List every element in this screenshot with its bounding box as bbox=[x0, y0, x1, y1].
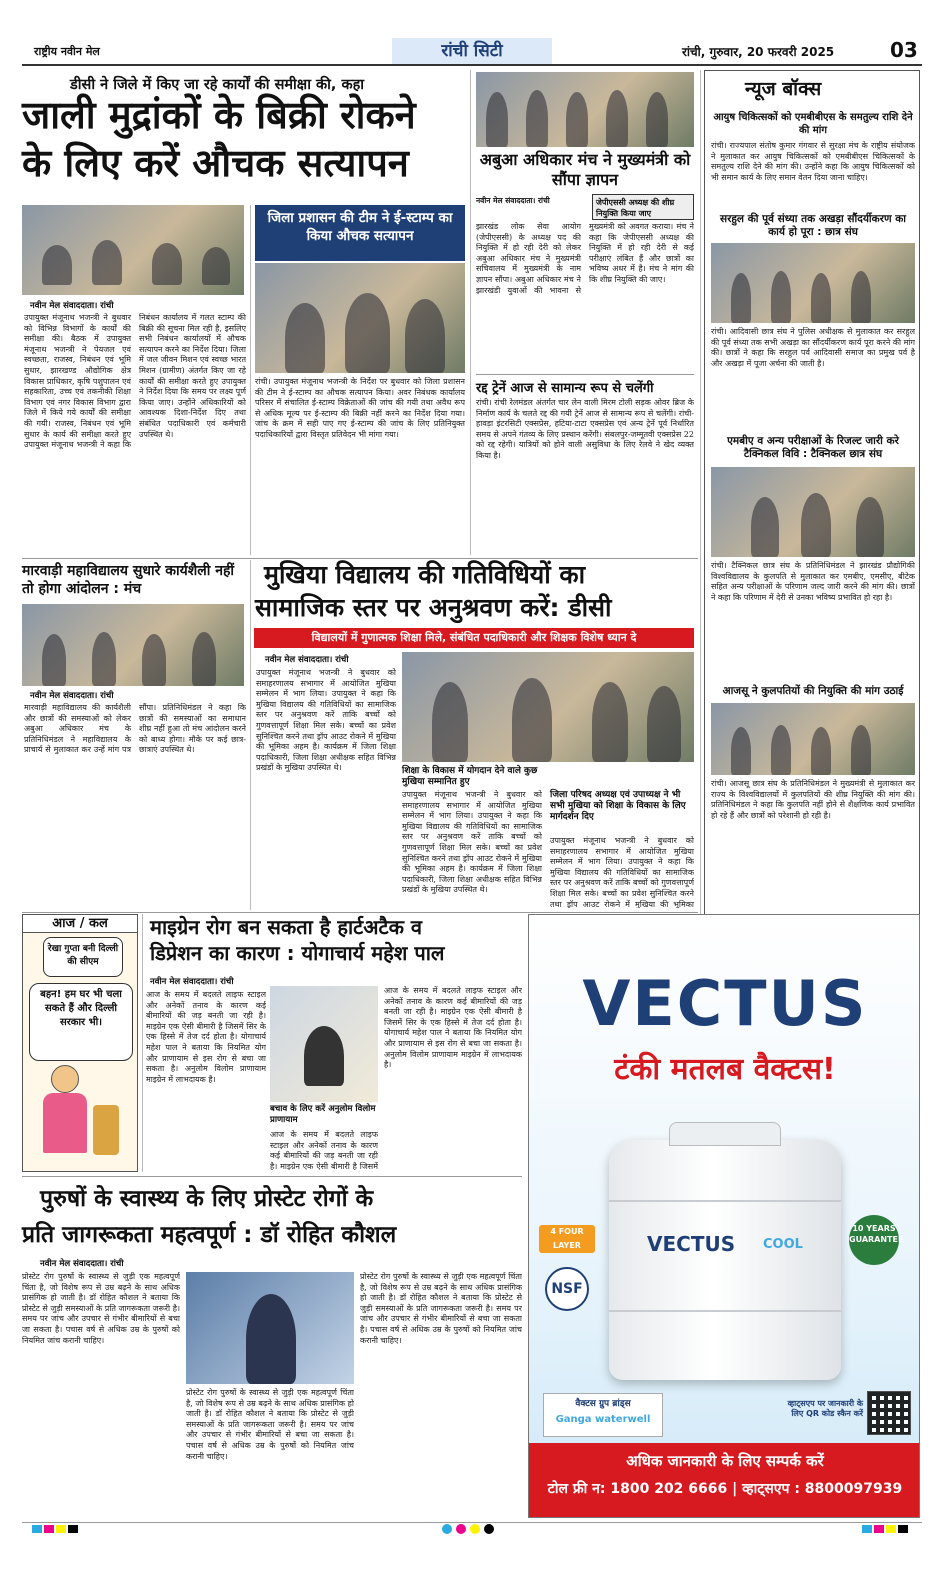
tank-label: VECTUS bbox=[647, 1232, 736, 1256]
migraine-photo bbox=[270, 986, 378, 1102]
ad-group-box bbox=[543, 1393, 663, 1437]
guarantee-badge: 10 YEARS GUARANTEE bbox=[849, 1215, 899, 1265]
nb-item4-body: रांची। आजसू छात्र संघ के प्रतिनिधिमंडल ने मुख्यमंत्री से मुलाकात कर राज्य के विश्वविद्यालयों में कुलपतियों की शीघ्र नियुक्ति की मांग की। प्रतिनिधिमंडल ने कहा कि कुलपति नहीं होने से शैक्षणिक कार्य प्रभावित हो रहे हैं और छात्रों को परेशानी हो रही है। bbox=[711, 779, 915, 820]
trains-body: रांची। रांची रेलमंडल अंतर्गत चार लेन वाली मिरम टोली सड़क ओवर ब्रिज के निर्माण कार्य के चलते रद्द की गयी ट्रेनें आज से सामान्य रूप से चलेंगी। रांची-हावड़ा इंटरसिटी एक्सप्रेस, हटिया-टाटा एक्सप्रेस एवं अन्य ट्रेनें पूर्व निर्धारित समय से अपने गंतव्य के लिए प्रस्थान करेंगी। संबलपुर-जम्मूतवी एक्सप्रेस 22 को रद्द रहेगी। यात्रियों को होने वाली असुविधा के लिए रेलवे ने खेद व्यक्त किया है। bbox=[476, 398, 694, 460]
cartoon-figure bbox=[37, 1065, 125, 1165]
abua-photo bbox=[476, 72, 694, 147]
abua-body: झारखंड लोक सेवा आयोग (जेपीएससी) के अध्यक्ष पद की नियुक्ति में हो रही देरी को लेकर अबुआ अधिकार मंच ने मुख्यमंत्री सचिवालय में मुख्यमंत्री के नाम ज्ञापन सौंपा। अबुआ अधिकार मंच ने झारखंडी युवाओं की भावना से मुख्यमंत्री को अवगत कराया। मंच ने कहा कि जेपीएससी अध्यक्ष की नियुक्ति में हो रही देरी से कई परीक्षाएं लंबित हैं और छात्रों का भविष्य अधर में है। मंच ने मांग की कि शीघ्र नियुक्ति की जाए। bbox=[476, 222, 694, 295]
inset-photo bbox=[255, 263, 465, 373]
four-layer-badge: 4 FOUR LAYER bbox=[539, 1225, 595, 1253]
news-box-title: न्यूज बॉक्स bbox=[745, 78, 822, 100]
ad-qr-text: व्हाट्सएप पर जानकारी के लिए QR कोड स्कैन करें bbox=[787, 1399, 863, 1418]
dateline: रांची, गुरुवार, 20 फरवरी 2025 bbox=[682, 45, 835, 59]
nb-item4-headline: आजसू ने कुलपतियों की नियुक्ति की मांग उठाई bbox=[722, 685, 904, 697]
ad-group: वैक्टस ग्रुप ब्रांड्स bbox=[575, 1399, 631, 1409]
prostate-photo bbox=[186, 1272, 354, 1384]
cartoon-bubble-main: बहन! हम घर भी चला सकते हैं और दिल्ली सरकार भी। bbox=[29, 983, 133, 1061]
migraine-photo-caption: बचाव के लिए करें अनुलोम विलोम प्राणायाम bbox=[270, 1104, 376, 1125]
trains-headline: रद्द ट्रेनें आज से सामान्य रूप से चलेंगी bbox=[476, 381, 654, 396]
migraine-body: आज के समय में बदलते लाइफ स्टाइल और अनेकों तनाव के कारण कई बीमारियों की जड़ बनती जा रही है। माइग्रेन एक ऐसी बीमारी है जिसमें सिर के एक हिस्से में तेज दर्द होता है। योगाचार्य महेश पाल ने बताया कि नियमित योग और प्राणायाम से इस रोग से बचा जा सकता है। अनुलोम विलोम प्राणायाम माइग्रेन में लाभदायक है। bbox=[146, 990, 266, 1084]
marwari-byline: नवीन मेल संवाददाता। रांची bbox=[30, 691, 114, 701]
ad-tagline: टंकी मतलब वैक्टस! bbox=[614, 1052, 836, 1087]
lead-headline-2: के लिए करें औचक सत्यापन bbox=[22, 141, 409, 185]
prostate-body-3: प्रोस्टेट रोग पुरुषों के स्वास्थ्य से जुड़ी एक महत्वपूर्ण चिंता है, जो विशेष रूप से उम्र बढ़ने के साथ अधिक प्रासंगिक हो जाती है। डॉ रोहित कौशल ने बताया कि प्रोस्टेट से जुड़ी समस्याओं के प्रति जागरूकता जरूरी है। समय पर जांच और उपचार से गंभीर बीमारियों से बचा जा सकता है। पचास वर्ष से अधिक उम्र के पुरुषों को नियमित जांच करानी चाहिए। bbox=[360, 1272, 522, 1345]
cartoon-title: आज / कल bbox=[23, 915, 137, 933]
mukhiya-body-3: उपायुक्त मंजूनाथ भजन्त्री ने बुधवार को समाहरणालय सभागार में आयोजित मुखिया सम्मेलन में भाग लिया। उपायुक्त ने कहा कि मुखिया विद्यालय की गतिविधियों का सामाजिक स्तर पर अनुश्रवण करें ताकि बच्चों को गुणवत्तापूर्ण शिक्षा मिल सके। बच्चों का प्रवेश सुनिश्चित करने तथा ड्रॉप आउट रोकने में मुखिया की भूमिका bbox=[550, 836, 694, 908]
migraine-headline-1: माइग्रेन रोग बन सकता है हार्टअटैक व bbox=[150, 915, 423, 939]
lead-kicker: डीसी ने जिले में किए जा रहे कार्यों की समीक्षा की, कहा bbox=[70, 77, 365, 93]
lead-headline-1: जाली मुद्रांकों के बिक्री रोकने bbox=[22, 93, 416, 137]
lead-photo-meeting bbox=[22, 205, 244, 295]
qr-code-icon[interactable] bbox=[867, 1391, 911, 1435]
prostate-body-2: प्रोस्टेट रोग पुरुषों के स्वास्थ्य से जुड़ी एक महत्वपूर्ण चिंता है, जो विशेष रूप से उम्र बढ़ने के साथ अधिक प्रासंगिक हो जाती है। डॉ रोहित कौशल ने बताया कि प्रोस्टेट से जुड़ी समस्याओं के प्रति जागरूकता जरूरी है। समय पर जांच और उपचार से गंभीर बीमारियों से बचा जा सकता है। पचास वर्ष से अधिक उम्र के पुरुषों को नियमित जांच करानी चाहिए। bbox=[186, 1388, 354, 1461]
nb-item4-photo bbox=[711, 703, 915, 775]
migraine-body-3: आज के समय में बदलते लाइफ स्टाइल और अनेकों तनाव के कारण कई बीमारियों की जड़ बनती जा रही है। माइग्रेन एक ऐसी बीमारी है जिसमें सिर के एक हिस्से में तेज दर्द होता है। योगाचार्य महेश पाल ने बताया कि नियमित योग और प्राणायाम से इस रोग से बचा जा सकता है। अनुलोम विलोम प्राणायाम माइग्रेन में लाभदायक है। bbox=[384, 986, 522, 1070]
mukhiya-photo bbox=[402, 652, 694, 762]
masthead bbox=[22, 36, 922, 66]
mukhiya-subbar: विद्यालयों में गुणात्मक शिक्षा मिले, संबंधित पदाधिकारी और शिक्षक विशेष ध्यान दे bbox=[254, 628, 694, 648]
marwari-photo bbox=[22, 604, 244, 686]
nb-item1-body: रांची। राज्यपाल संतोष कुमार गंगवार से सुरक्षा मंच के राष्ट्रीय संयोजक ने मुलाकात कर आयुष चिकित्सकों को एमबीबीएस चिकित्सकों के समतुल्य राशि देने की मांग की। उन्होंने कहा कि आयुष चिकित्सकों को भी समान कार्य के लिए समान वेतन दिया जाना चाहिए। bbox=[711, 141, 915, 182]
nb-item3-photo bbox=[711, 467, 915, 557]
cartoon-bubble-top: रेखा गुप्ता बनी दिल्ली की सीएम bbox=[43, 937, 123, 977]
nb-item2-body: रांची। आदिवासी छात्र संघ ने पुलिस अधीक्षक से मुलाकात कर सरहुल की पूर्व संध्या तक सभी अखड़ा का सौंदर्यीकरण कार्य पूरा करने की मांग की। छात्रों ने कहा कि सरहुल पर्व आदिवासी समाज का प्रमुख पर्व है और अखड़ा में पूजा अर्चना की जाती है। bbox=[711, 327, 915, 368]
inset-body: रांची। उपायुक्त मंजूनाथ भजन्त्री के निर्देश पर बुधवार को जिला प्रशासन की टीम ने ई-स्टाम्प का औचक सत्यापन किया। अवर निबंधक कार्यालय परिसर में संचालित ई-स्टाम्प विक्रेताओं की जांच की गयी तथा अवैध रूप से अधिक मूल्य पर ई-स्टाम्प की बिक्री नहीं करने का निर्देश दिया गया। जांच के क्रम में सही पाए गए ई-स्टाम्प की जांच के लिए प्रतिनियुक्त पदाधिकारियों द्वारा विस्तृत प्रतिवेदन भी मांगा गया। bbox=[255, 377, 465, 439]
nb-item2-headline: सरहुल की पूर्व संध्या तक अखड़ा सौंदर्यीकरण का कार्य हो पूरा : छात्र संघ bbox=[719, 213, 907, 238]
migraine-body-2: आज के समय में बदलते लाइफ स्टाइल और अनेकों तनाव के कारण कई बीमारियों की जड़ बनती जा रही है। माइग्रेन एक ऐसी बीमारी है जिसमें bbox=[270, 1130, 378, 1171]
lead-body: उपायुक्त मंजूनाथ भजन्त्री ने बुधवार को विभिन्न विभागों के कार्यों की समीक्षा की। बैठक में उपायुक्त मंजूनाथ भजन्त्री ने पेयजल एवं स्वच्छता, राजस्व, निबंधन एवं भूमि सुधार, झारखण्ड औद्योगिक क्षेत्र विकास प्राधिकार, कृषि पशुपालन एवं सहकारिता, उच्च एवं तकनीकी शिक्षा विभाग एवं नगर विकास विभाग द्वारा जिले में किये गये कार्यों की समीक्षा की गयी। राजस्व, निबंधन एवं भूमि सुधार के कार्य की समीक्षा करते हुए उपायुक्त मंजूनाथ भजन्त्री ने कहा कि निबंधन कार्यालय में गलत स्टाम्प की बिक्री की सूचना मिल रही है, इसलिए सभी निबंधन कार्यालयों में औचक सत्यापन करने का निर्देश दिया। जिला में जल जीवन मिशन एवं स्वच्छ भारत मिशन (ग्रामीण) अंतर्गत किए जा रहे कार्यों की समीक्षा करते हुए उपायुक्त ने निर्देश दिया कि समय पर लक्ष्य पूर्ण किया जाए। उन्होंने अधिकारियों को आवश्यक दिशा-निर्देश दिए तथा संबंधित पदाधिकारी एवं कर्मचारी उपस्थित थे। bbox=[24, 313, 246, 450]
nb-item1-headline: आयुष चिकित्सकों को एमबीबीएस के समतुल्य राशि देने की मांग bbox=[713, 112, 913, 136]
abua-tag: जेपीएससी अध्यक्ष की शीघ्र नियुक्ति किया जाए bbox=[592, 194, 694, 220]
migraine-byline: नवीन मेल संवाददाता। रांची bbox=[150, 977, 234, 987]
migraine-headline-2: डिप्रेशन का कारण : योगाचार्य महेश पाल bbox=[150, 941, 445, 965]
prostate-byline: नवीन मेल संवाददाता। रांची bbox=[40, 1259, 124, 1269]
marwari-headline: मारवाड़ी महाविद्यालय सुधारे कार्यशैली नहीं तो होगा आंदोलन : मंच bbox=[22, 563, 235, 597]
ad-brand: VECTUS bbox=[582, 967, 868, 1040]
mukhiya-body-2: उपायुक्त मंजूनाथ भजन्त्री ने बुधवार को समाहरणालय सभागार में आयोजित मुखिया सम्मेलन में भाग लिया। उपायुक्त ने कहा कि मुखिया विद्यालय की गतिविधियों का सामाजिक स्तर पर अनुश्रवण करें ताकि बच्चों को गुणवत्तापूर्ण शिक्षा मिल सके। बच्चों का प्रवेश सुनिश्चित करने तथा ड्रॉप आउट रोकने में मुखिया की भूमिका अहम है। कार्यक्रम में जिला शिक्षा पदाधिकारी, जिला शिक्षा अधीक्षक सहित विभिन्न प्रखंडों के मुखिया उपस्थित थे। bbox=[402, 790, 542, 895]
registration-bar bbox=[22, 1522, 922, 1534]
prostate-headline-2: प्रति जागरूकता महत्वपूर्ण : डॉ रोहित कौशल bbox=[22, 1222, 397, 1248]
cartoon bbox=[22, 914, 138, 1172]
prostate-headline-1: पुरुषों के स्वास्थ्य के लिए प्रोस्टेट रोगों के bbox=[40, 1186, 374, 1212]
mukhiya-subhead-2: जिला परिषद अध्यक्ष एवं उपाध्यक्ष ने भी सभी मुखिया को शिक्षा के विकास के लिए मार्गदर्शन दिए bbox=[550, 790, 686, 822]
nsf-badge: NSF bbox=[545, 1267, 589, 1311]
ad-brands: Ganga waterwell bbox=[555, 1414, 651, 1425]
page-number: 03 bbox=[890, 38, 918, 62]
mukhiya-byline: नवीन मेल संवाददाता। रांची bbox=[265, 655, 349, 665]
inset-headline: जिला प्रशासन की टीम ने ई-स्टाम्प का किया औचक सत्यापन bbox=[255, 205, 465, 261]
ad-tank bbox=[609, 1140, 841, 1380]
mukhiya-subhead: शिक्षा के विकास में योगदान देने वाले कुछ मुखिया सम्मानित हुए bbox=[402, 766, 538, 787]
marwari-body: मारवाड़ी महाविद्यालय की कार्यशैली और छात्रों की समस्याओं को लेकर अबुआ अधिकार मंच के प्रतिनिधिमंडल ने महाविद्यालय के प्राचार्य से मुलाकात कर उन्हें मांग पत्र सौंपा। प्रतिनिधिमंडल ने कहा कि छात्रों की समस्याओं का समाधान शीघ्र नहीं हुआ तो मंच आंदोलन करने को बाध्य होगा। मौके पर कई छात्र-छात्राएं उपस्थित थे। bbox=[24, 703, 246, 755]
mukhiya-headline-2: सामाजिक स्तर पर अनुश्रवण करें: डीसी bbox=[255, 593, 612, 622]
inset-box bbox=[255, 205, 465, 555]
ad-footer-1: अधिक जानकारी के लिए सम्पर्क करें bbox=[626, 1452, 824, 1470]
lead-byline: नवीन मेल संवाददाता। रांची bbox=[30, 301, 114, 311]
news-box bbox=[704, 70, 920, 950]
nb-item3-headline: एमबीए व अन्य परीक्षाओं के रिजल्ट जारी करे टैक्निकल विवि : टैक्निकल छात्र संघ bbox=[727, 435, 899, 460]
nb-item3-body: रांची। टैक्निकल छात्र संघ के प्रतिनिधिमंडल ने झारखंड प्रौद्योगिकी विश्वविद्यालय के कुलपति से मुलाकात कर एमबीए, एमसीए, बीटेक सहित अन्य परीक्षाओं के परिणाम जल्द जारी करने की मांग की। छात्रों ने कहा कि परिणाम में देरी से उनका भविष्य प्रभावित हो रहा है। bbox=[711, 561, 915, 602]
section-title: रांची सिटी bbox=[392, 38, 552, 64]
ad-footer-2: टोल फ्री न: 1800 202 6666 | व्हाट्सएप : 8800097939 bbox=[547, 1481, 903, 1497]
abua-byline: नवीन मेल संवाददाता। रांची bbox=[476, 196, 550, 205]
prostate-body: प्रोस्टेट रोग पुरुषों के स्वास्थ्य से जुड़ी एक महत्वपूर्ण चिंता है, जो विशेष रूप से उम्र बढ़ने के साथ अधिक प्रासंगिक हो जाती है। डॉ रोहित कौशल ने बताया कि प्रोस्टेट से जुड़ी समस्याओं के प्रति जागरूकता जरूरी है। समय पर जांच और उपचार से गंभीर बीमारियों से बचा जा सकता है। पचास वर्ष से अधिक उम्र के पुरुषों को नियमित जांच करानी चाहिए। bbox=[22, 1272, 180, 1345]
tank-label-cool: COOL bbox=[763, 1237, 803, 1252]
masthead-logo: राष्ट्रीय नवीन मेल bbox=[34, 45, 100, 58]
nb-item2-photo bbox=[711, 243, 915, 323]
vectus-ad[interactable] bbox=[528, 914, 920, 1518]
ad-footer bbox=[529, 1443, 920, 1518]
mukhiya-headline-1: मुखिया विद्यालय की गतिविधियों का bbox=[264, 560, 586, 589]
mukhiya-body: उपायुक्त मंजूनाथ भजन्त्री ने बुधवार को समाहरणालय सभागार में आयोजित मुखिया सम्मेलन में भाग लिया। उपायुक्त ने कहा कि मुखिया विद्यालय की गतिविधियों का सामाजिक स्तर पर अनुश्रवण करें ताकि बच्चों को गुणवत्तापूर्ण शिक्षा मिल सके। बच्चों का प्रवेश सुनिश्चित करने तथा ड्रॉप आउट रोकने में मुखिया की भूमिका अहम है। कार्यक्रम में जिला शिक्षा पदाधिकारी, जिला शिक्षा अधीक्षक सहित विभिन्न प्रखंडों के मुखिया उपस्थित थे। bbox=[256, 668, 396, 773]
abua-headline: अबुआ अधिकार मंच ने मुख्यमंत्री को सौंपा ज्ञापन bbox=[479, 150, 691, 189]
